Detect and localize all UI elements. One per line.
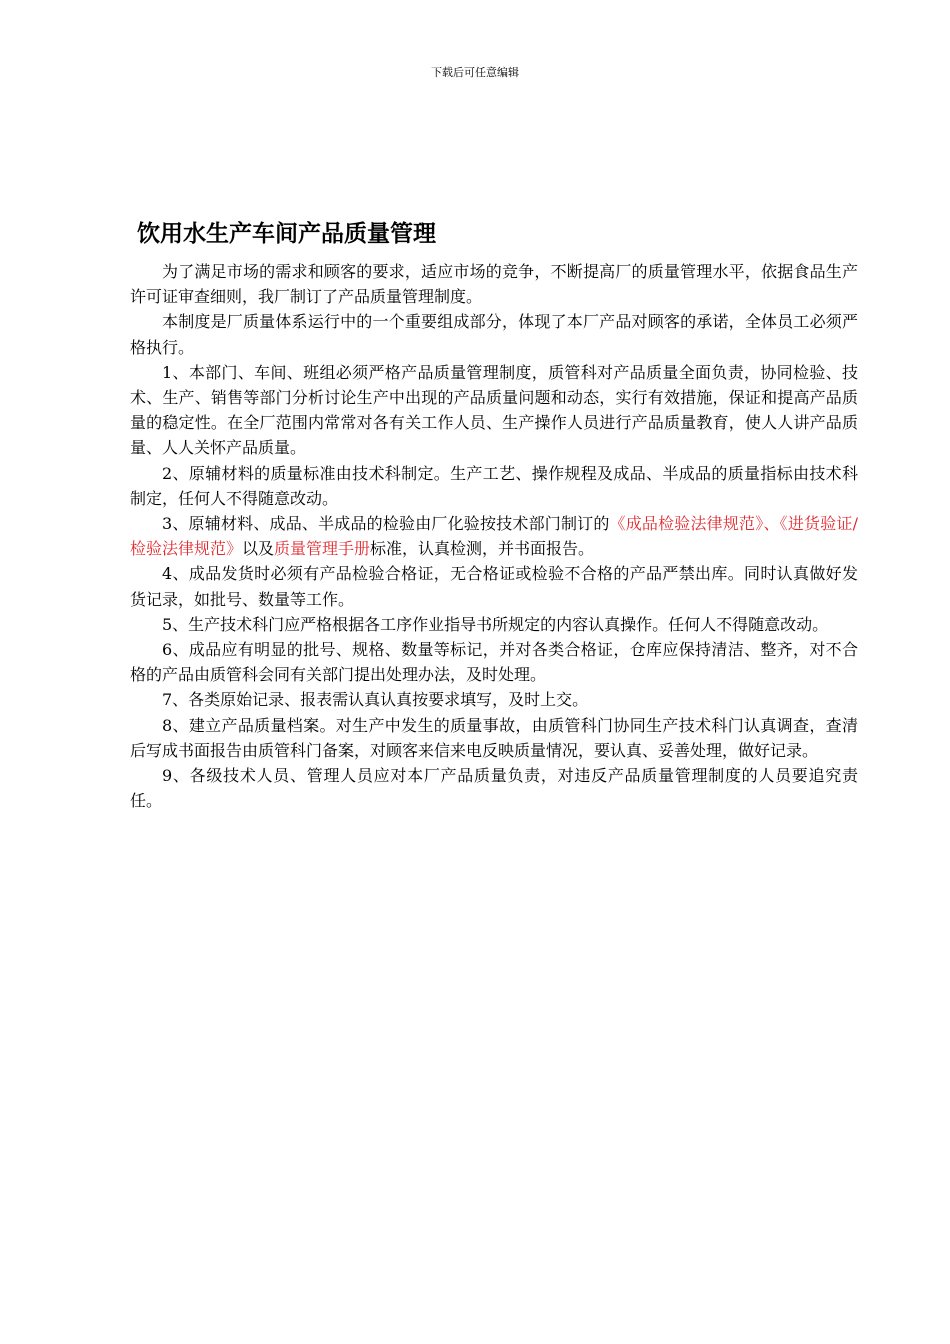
paragraph-item-4: 4、成品发货时必须有产品检验合格证，无合格证或检验不合格的产品严禁出库。同时认真做好发货记录，如批号、数量等工作。 [130, 564, 858, 609]
paragraph-commitment: 本制度是厂质量体系运行中的一个重要组成部分，体现了本厂产品对顾客的承诺，全体员工必须严格执行。 [130, 312, 858, 357]
item-3-text-e: 标准，认真检测，并书面报告。 [370, 539, 595, 559]
paragraph-item-1: 1、本部门、车间、班组必须严格产品质量管理制度，质管科对产品质量全面负责，协同检验、技术、生产、销售等部门分析讨论生产中出现的产品质量问题和动态，实行有效措施，保证和提高产品质量的稳定性。在全厂范围内常常对各有关工作人员、生产操作人员进行产品质量教育，使人人讲产品质量、人人关怀产品质量。 [130, 362, 858, 458]
item-3-text-a: 3、原辅材料、成品、半成品的检验由厂化验按技术部门制订的 [162, 514, 610, 534]
paragraph-item-8: 8、建立产品质量档案。对生产中发生的质量事故，由质管科门协同生产技术科门认真调查，查清后写成书面报告由质管科门备案，对顾客来信来电反映质量情况，要认真、妥善处理，做好记录。 [130, 715, 858, 760]
paragraph-item-7: 7、各类原始记录、报表需认真认真按要求填写，及时上交。 [162, 690, 589, 710]
paragraph-item-6: 6、成品应有明显的批号、规格、数量等标记，并对各类合格证，仓库应保持清洁、整齐，对不合格的产品由质管科会同有关部门提出处理办法，及时处理。 [130, 640, 858, 685]
paragraph-item-5: 5、生产技术科门应严格根据各工序作业指导书所规定的内容认真操作。任何人不得随意改动。 [162, 614, 829, 634]
document-body [130, 259, 858, 813]
paragraph-item-9: 9、各级技术人员、管理人员应对本厂产品质量负责，对违反产品质量管理制度的人员要追究责任。 [130, 766, 858, 811]
item-3-highlight-manual: 质量管理手册 [274, 539, 371, 559]
item-3-highlight-standards: 《成品检验法律规范》、《进货验证/检验法律规范》 [130, 514, 858, 559]
paragraph-intro: 为了满足市场的需求和顾客的要求，适应市场的竞争，不断提高厂的质量管理水平，依据食品生产许可证审查细则，我厂制订了产品质量管理制度。 [130, 262, 858, 307]
paragraph-item-3 [130, 511, 858, 561]
header-note: 下载后可任意编辑 [431, 66, 519, 79]
paragraph-item-2: 2、原辅材料的质量标准由技术科制定。生产工艺、操作规程及成品、半成品的质量指标由技术科制定，任何人不得随意改动。 [130, 463, 858, 508]
document-title: 饮用水生产车间产品质量管理 [137, 221, 436, 247]
item-3-text-c: 以及 [242, 539, 275, 559]
